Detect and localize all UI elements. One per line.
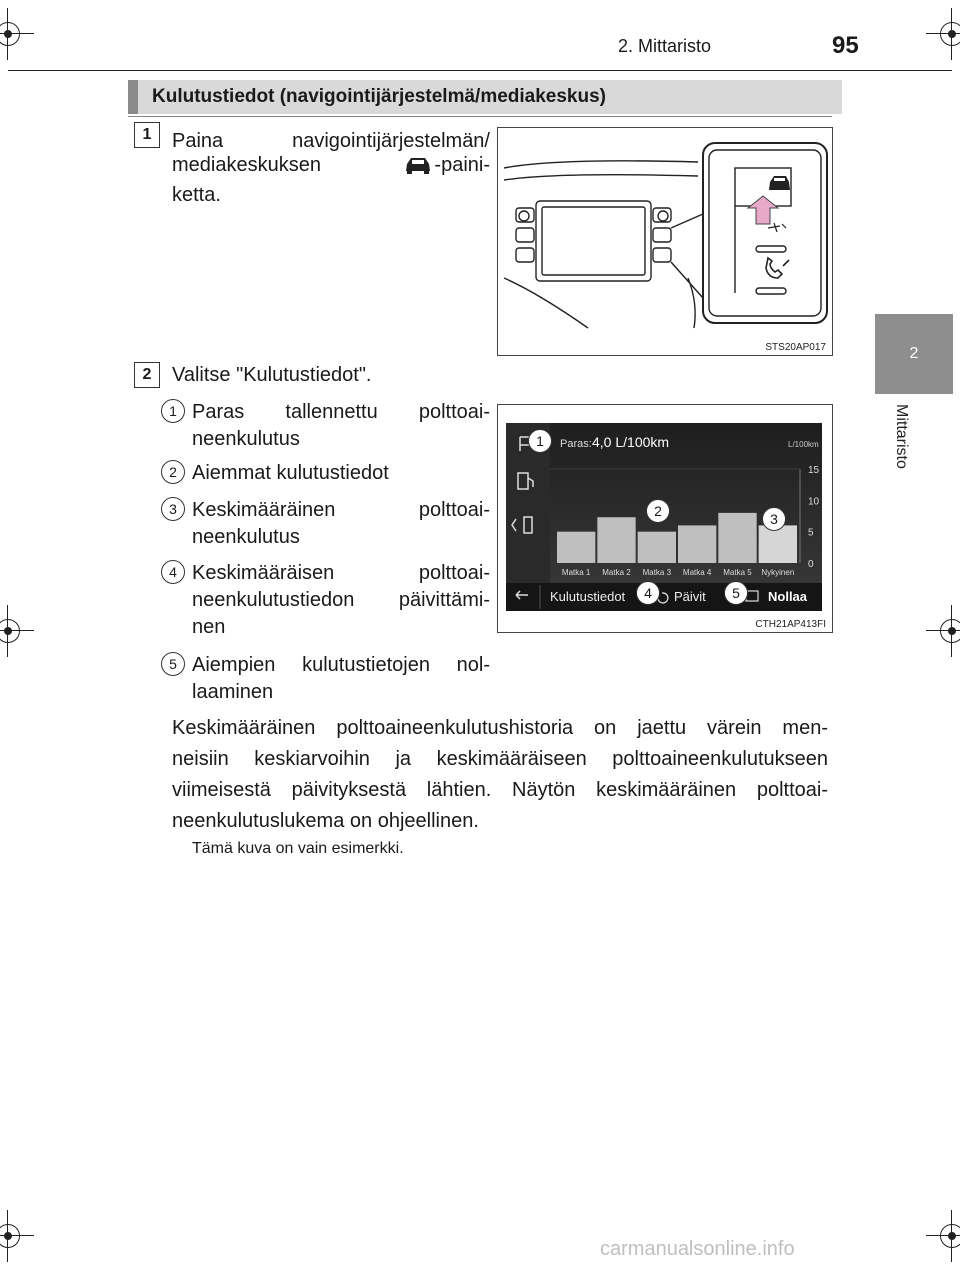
- bar-4: [678, 525, 716, 563]
- registration-mark-bottom-left: [0, 1218, 26, 1254]
- figure-consumption-screen: [497, 404, 833, 633]
- callout-1: 1: [528, 429, 552, 453]
- chapter-tab[interactable]: [875, 314, 953, 394]
- paragraph-line-4: neenkulutuslukema on ohjeellinen.: [172, 810, 479, 832]
- item-2-number: 2: [161, 460, 185, 484]
- section-header: [128, 80, 842, 114]
- item-3-number: 3: [161, 497, 185, 521]
- chapter-title: 2. Mittaristo: [618, 36, 712, 56]
- callout-4: 4: [636, 581, 660, 605]
- x-tick-label: Matka 2: [602, 568, 631, 577]
- bar-5: [718, 513, 756, 563]
- y-tick-label: 10: [808, 496, 820, 508]
- step-1-number: 1: [134, 122, 160, 148]
- registration-mark-bottom-right: [934, 1218, 960, 1254]
- step-2-text: Valitse "Kulutustiedot".: [172, 364, 372, 386]
- callout-2: 2: [646, 499, 670, 523]
- step-2-number: 2: [134, 362, 160, 388]
- step-1-line-1-b: navigointijärjestelmän/: [292, 130, 490, 152]
- item-4-number: 4: [161, 560, 185, 584]
- registration-mark-mid-left: [0, 613, 26, 649]
- best-value: 4,0 L/100km: [592, 434, 670, 450]
- car-icon: [404, 155, 432, 175]
- item-1-line-1: Paras tallennettu polttoai-: [192, 401, 490, 423]
- update-button[interactable]: Päivit: [674, 589, 706, 604]
- page-number: 95: [832, 32, 859, 59]
- figure-1-caption: STS20AP017: [765, 342, 826, 353]
- x-tick-label: Matka 4: [682, 568, 712, 577]
- header-rule: [8, 70, 952, 71]
- registration-mark-top-left: [0, 16, 26, 52]
- section-rule: [128, 116, 832, 117]
- figure-2-caption: CTH21AP413FI: [755, 619, 826, 630]
- phone-button-icon: [766, 258, 789, 278]
- item-3-line-2: neenkulutus: [192, 526, 300, 548]
- dashboard-illustration: [498, 128, 832, 355]
- example-note: Tämä kuva on vain esimerkki.: [192, 840, 404, 857]
- bar-3: [638, 532, 676, 563]
- chapter-side-label: Mittaristo: [893, 404, 910, 469]
- bar-6: [759, 525, 797, 563]
- pointer-arrow: [748, 196, 778, 224]
- item-4-line-1: Keskimääräisen polttoai-: [192, 562, 490, 584]
- y-tick-label: 5: [808, 527, 814, 539]
- figure-dashboard-button: [497, 127, 833, 356]
- paragraph-line-3: viimeisestä päivityksestä lähtien. Näytön keskimääräinen polttoai-: [172, 779, 828, 801]
- chapter-tab-number: 2: [909, 345, 919, 362]
- car-button-icon: [769, 176, 790, 190]
- step-1-line-2-b: -paini-: [434, 154, 490, 176]
- callout-5: 5: [724, 581, 748, 605]
- watermark: carmanualsonline.info: [600, 1238, 795, 1260]
- best-label: Paras:: [560, 438, 592, 450]
- x-tick-label: Matka 3: [642, 568, 672, 577]
- item-2-line-1: Aiemmat kulutustiedot: [192, 462, 389, 484]
- step-1-line-2: [172, 150, 490, 180]
- bar-1: [557, 532, 595, 563]
- reset-button[interactable]: Nollaa: [768, 589, 808, 604]
- paragraph-line-1: Keskimääräinen polttoaineenkulutushistoria on jaettu värein men-: [172, 717, 828, 739]
- item-5-number: 5: [161, 652, 185, 676]
- item-4-line-3: nen: [192, 616, 226, 638]
- x-tick-label: Matka 1: [561, 568, 591, 577]
- unit-label: L/100km: [788, 440, 819, 449]
- settings-button-icon: [768, 223, 786, 232]
- item-1-line-2: neenkulutus: [192, 428, 300, 450]
- paragraph-line-2: neisiin keskiarvoihin ja keskimääräiseen polttoaineenkulutukseen: [172, 748, 828, 770]
- step-1-line-2-a: mediakeskuksen: [172, 154, 321, 176]
- item-3-line-1: Keskimääräinen polttoai-: [192, 499, 490, 521]
- bar-2: [597, 517, 635, 563]
- section-title: Kulutustiedot (navigointijärjestelmä/mediakeskus): [152, 86, 606, 107]
- registration-mark-top-right: [934, 16, 960, 52]
- item-5-line-1: Aiempien kulutustietojen nol-: [192, 654, 490, 676]
- y-tick-label: 0: [808, 559, 814, 570]
- callout-3: 3: [762, 507, 786, 531]
- registration-mark-mid-right: [934, 613, 960, 649]
- item-5-line-2: laaminen: [192, 681, 274, 703]
- item-4-line-2: neenkulutustiedon päivittämi-: [192, 589, 490, 611]
- step-1-line-1-a: Paina: [172, 130, 224, 152]
- x-tick-label: Matka 5: [723, 568, 752, 577]
- y-tick-label: 15: [808, 465, 820, 476]
- step-1-line-3: ketta.: [172, 184, 221, 206]
- consumption-button[interactable]: Kulutustiedot: [550, 589, 626, 604]
- x-tick-label: Nykyinen: [761, 568, 795, 577]
- item-1-number: 1: [161, 399, 185, 423]
